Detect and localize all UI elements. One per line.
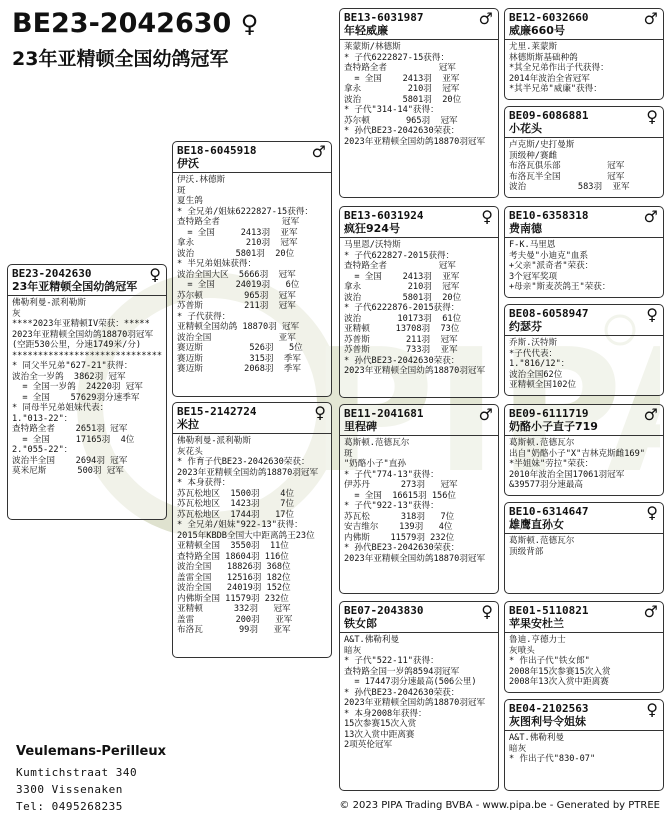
card-divider: [505, 137, 663, 138]
pedigree-line: *****************************: [12, 350, 163, 361]
pedigree-line: 亚精顿 332羽 冠军: [177, 604, 291, 614]
pedigree-line: 2项英伦冠军: [344, 740, 393, 750]
card-divider: [340, 39, 498, 40]
pedigree-line: 盖雷全国 12516羽 182位: [177, 572, 291, 583]
pedigree-line: 2023年亚精顿全国幼鸽18870羽冠军: [344, 136, 486, 147]
pedigree-line: 苏普斯 211羽 冠军: [177, 301, 296, 311]
pedigree-line: 尤里.莱蒙斯: [509, 42, 558, 52]
pedigree-line: = 全国 16615羽 156位: [344, 490, 456, 501]
male-icon: ♂: [311, 142, 326, 161]
ring-number: BE11-2041681: [344, 407, 424, 420]
pedigree-line: = 全国 24019羽 6位: [177, 280, 300, 290]
pedigree-line: *其半兄弟"威廉"获得：: [509, 84, 602, 94]
pedigree-line: 伊沃.林德斯: [177, 175, 226, 185]
pedigree-line: 夏生鸽: [177, 196, 203, 206]
pedigree-line: 2008年13次入赏中距离赛: [509, 677, 609, 687]
card-dds: [504, 601, 664, 693]
card-divider: [505, 533, 663, 534]
pedigree-line: 林德斯斯基础种鸽: [509, 52, 578, 63]
pedigree-line: 马里恩/沃特斯: [344, 240, 401, 250]
pedigree-line: 查特路全者 冠军: [344, 261, 456, 271]
pedigree-line: *子代代表：: [509, 348, 558, 359]
pedigree-line: * 子代"522-11"获得：: [344, 656, 439, 666]
pigeon-name: 苹果安杜兰: [509, 617, 564, 630]
card-sire-sire: [339, 8, 499, 198]
pedigree-line: 波治 583羽 亚军: [509, 182, 630, 192]
pedigree-line: 2014年波治全省冠军: [509, 73, 590, 84]
pedigree-line: &39577羽分速最高: [509, 480, 584, 490]
male-icon: ♂: [643, 207, 658, 226]
pedigree-line: 2023年亚精顿全国幼鸽18870羽冠军: [344, 698, 486, 708]
pedigree-line: = 全国 2413羽 亚军: [344, 73, 460, 84]
pedigree-line: 2015年KBDB全国大中距离鸽王23位: [177, 530, 315, 541]
pedigree-line: ****2023年亚精顿IV荣获：*****: [12, 319, 150, 329]
card-divider: [505, 632, 663, 633]
pedigree-line: 苏尔顿 965羽 冠军: [344, 115, 458, 126]
ring-number: BE09-6086881: [509, 109, 589, 122]
male-icon: ♂: [643, 405, 658, 424]
card-sds: [504, 206, 664, 298]
pedigree-line: 安吉维尔 139羽 4位: [344, 522, 453, 532]
pedigree-line: 波治全国 24019羽 152位: [177, 583, 291, 593]
ring-number: BE10-6358318: [509, 209, 589, 222]
pedigree-line: 伊苏丹 273羽 冠军: [344, 480, 458, 490]
pedigree-line: 葛斯顿.范德瓦尔: [509, 438, 575, 448]
pigeon-name: 年轻威廉: [344, 24, 388, 37]
pedigree-line: 查特路全者 冠军: [177, 217, 300, 227]
breeder-name: Veulemans-Perilleux: [16, 744, 166, 759]
pedigree-line: 波治全一岁鸽 3862羽 冠军: [12, 371, 126, 382]
pigeon-name: 伊沃: [177, 157, 199, 170]
pedigree-line: * 子代6222876-2015获得：: [344, 303, 460, 313]
pedigree-line: 拿永 210羽 冠军: [344, 84, 460, 94]
pedigree-line: 2010年波治全国17061羽冠军: [509, 469, 625, 480]
pedigree-line: *其全兄弟作出子代获得：: [509, 63, 609, 73]
pedigree-line: 13次入赏中距离赛: [344, 729, 415, 740]
pigeon-name: 雄鹰直孙女: [509, 518, 564, 531]
pedigree-line: 苏普斯 211羽 冠军: [344, 334, 458, 345]
card-sdd: [504, 304, 664, 396]
pedigree-line: = 全国 2413羽 亚军: [344, 271, 460, 282]
pedigree-line: 灰喷头: [509, 645, 535, 656]
pedigree-line: 查特路全国一岁鸽8594羽冠军: [344, 666, 460, 677]
ring-number: BE04-2102563: [509, 702, 589, 715]
pigeon-name: 威廉660号: [509, 24, 565, 37]
pedigree-line: 乔斯.沃特斯: [509, 338, 558, 348]
pedigree-line: 赛迈斯 315羽 季军: [177, 353, 301, 364]
pedigree-line: 2008年15次参赛15次入赏: [509, 666, 611, 677]
pedigree-line: 鲁迪.亨德力士: [509, 635, 566, 645]
pedigree-line: 暗灰: [509, 743, 527, 754]
pedigree-line: 苏瓦松地区 1744羽 17位: [177, 509, 295, 520]
pedigree-line: * 作育子代BE23-2042630荣获：: [177, 457, 310, 467]
pedigree-line: 顶级背部: [509, 546, 544, 557]
pedigree-line: 内佛斯 11579羽 232位: [344, 532, 455, 543]
pedigree-line: 波治 10173羽 61位: [344, 313, 462, 324]
pedigree-line: * 半兄弟姐妹获得：: [177, 259, 257, 269]
pigeon-name: 里程碑: [344, 420, 377, 433]
pedigree-line: 波治全国大区 5666羽 冠军: [177, 269, 296, 280]
pedigree-line: * 子代"314-14"获得：: [344, 105, 439, 115]
pedigree-line: 斑: [344, 448, 353, 459]
pedigree-line: 2023年亚精顿全国幼鸽18870羽冠军: [177, 467, 319, 478]
pigeon-name: 疯狂924号: [344, 222, 400, 235]
pedigree-line: 灰花头: [177, 446, 203, 457]
pedigree-line: 波治 5801羽 20位: [177, 248, 295, 259]
female-icon: ♀: [646, 107, 658, 126]
pedigree-line: 查特路全者 2651羽 冠军: [12, 424, 128, 434]
female-icon: ♀: [149, 265, 161, 284]
pedigree-line: 查特路全国 18604羽 116位: [177, 551, 289, 562]
pedigree-line: 葛斯顿.范德瓦尔: [344, 438, 410, 448]
male-icon: ♂: [643, 602, 658, 621]
ring-number: BE09-6111719: [509, 407, 589, 420]
pedigree-line: 波治全国 亚军: [177, 332, 296, 343]
card-sire: [172, 141, 332, 397]
pedigree-line: 莱蒙斯/林德斯: [344, 42, 401, 52]
female-icon: ♀: [646, 305, 658, 324]
pedigree-line: * 子代"774-13"获得：: [344, 469, 439, 480]
pedigree-line: (空距530公里，分速1749米/分): [12, 340, 142, 350]
pedigree-line: 苏尔顿 965羽 冠军: [177, 290, 296, 301]
pedigree-line: * 全兄弟/姐妹"922-13"获得：: [177, 520, 303, 530]
pedigree-line: "奶酪小子"直孙: [344, 459, 406, 469]
male-icon: ♂: [643, 9, 658, 28]
pigeon-name: 奶酪小子直子719: [509, 420, 598, 433]
card-divider: [505, 335, 663, 336]
card-divider: [505, 435, 663, 436]
pedigree-line: = 全国 57629羽分速季军: [12, 392, 140, 403]
female-icon: ♀: [646, 503, 658, 522]
card-sss: [504, 8, 664, 100]
pigeon-name: 小花头: [509, 122, 542, 135]
ring-number: BE18-6045918: [177, 144, 257, 157]
pedigree-line: 布洛瓦俱乐部 冠军: [509, 161, 625, 171]
breeder-address-city: 3300 Vissenaken: [16, 783, 123, 796]
pedigree-line: 2023年亚精顿全国幼鸽18870羽冠军: [12, 329, 154, 340]
pedigree-line: 佛勒利曼-派利勒斯: [12, 298, 86, 308]
pedigree-line: = 17447羽分速最高(506公里): [344, 677, 477, 687]
pedigree-line: 2."055-22"：: [12, 445, 73, 455]
ring-number: BE13-6031924: [344, 209, 424, 222]
pedigree-line: 葛斯顿.范德瓦尔: [509, 536, 575, 546]
pedigree-line: * 作出子代"830-07": [509, 754, 596, 764]
pedigree-line: * 子代622827-2015获得：: [344, 250, 455, 261]
card-ssd: [504, 106, 664, 198]
pedigree-line: 波治全国62位: [509, 369, 563, 380]
pedigree-line: 亚精顿全国幼鸽 18870羽 冠军: [177, 322, 300, 332]
card-sire-dam: [339, 206, 499, 398]
card-divider: [505, 237, 663, 238]
female-icon: ♀: [481, 602, 493, 621]
breeder-phone: Tel: 0495268235: [16, 800, 123, 813]
card-divider: [173, 172, 331, 173]
pedigree-line: * 子代获得：: [177, 311, 231, 322]
pedigree-line: 波治全国 18826羽 368位: [177, 562, 291, 572]
card-dam: [172, 402, 332, 658]
pedigree-line: 斑: [177, 185, 186, 196]
pedigree-line: 灰: [12, 308, 21, 319]
ring-number: BE01-5110821: [509, 604, 589, 617]
pedigree-line: * 同母半兄弟姐妹代表：: [12, 403, 109, 413]
pedigree-line: A&T.佛勒利曼: [509, 733, 565, 743]
pedigree-line: 布洛瓦 99羽 亚军: [177, 625, 291, 635]
pedigree-line: 亚精顿 13708羽 73位: [344, 324, 460, 334]
male-icon: ♂: [478, 9, 493, 28]
card-dam-sire: [339, 404, 499, 594]
pedigree-line: +母亲"斯麦茨鸽王"荣获：: [509, 282, 611, 292]
ring-number: BE23-2042630: [12, 267, 92, 280]
male-icon: ♂: [478, 405, 493, 424]
female-icon: ♀: [481, 207, 493, 226]
pedigree-line: 苏瓦松地区 1423羽 7位: [177, 499, 295, 509]
ring-number: BE15-2142724: [177, 405, 257, 418]
pedigree-subtitle: 23年亚精顿全国幼鸽冠军: [12, 48, 229, 70]
pedigree-line: * 子代"922-13"获得：: [344, 501, 439, 511]
pedigree-line: 1."013-22"：: [12, 413, 73, 424]
ring-number: BE12-6032660: [509, 11, 589, 24]
pedigree-line: 赛迈斯 526羽 5位: [177, 343, 303, 353]
female-icon: ♀: [314, 403, 326, 422]
female-icon: ♀: [646, 700, 658, 719]
pedigree-line: * 本身2008年获得：: [344, 708, 427, 719]
pedigree-line: * 孙代BE23-2042630荣获：: [344, 126, 460, 136]
pedigree-line: F-K.马里恩: [509, 240, 556, 250]
pedigree-line: +父亲"派奇者"荣获：: [509, 261, 594, 271]
pedigree-line: 亚精顿全国102位: [509, 380, 577, 390]
card-dss: [504, 404, 664, 496]
card-divider: [340, 632, 498, 633]
pedigree-line: 顶级种/赛雌: [509, 150, 558, 161]
pigeon-name: 铁女郎: [344, 617, 377, 630]
pedigree-line: 内佛斯全国 11579羽 232位: [177, 593, 289, 604]
pedigree-line: 佛勒利曼-派利勒斯: [177, 436, 251, 446]
card-divider: [340, 237, 498, 238]
pedigree-line: 出自"奶酪小子"X"吉林克斯雌169": [509, 448, 645, 459]
breeder-address-street: Kumtichstraat 340: [16, 766, 138, 779]
pedigree-line: * 子代6222827-15获得：: [344, 52, 450, 63]
pedigree-line: 暗灰: [344, 645, 362, 656]
card-subject: [7, 264, 167, 520]
pedigree-line: 2023年亚精顿全国幼鸽18870羽冠军: [344, 366, 486, 376]
pedigree-line: 苏普斯 733羽 亚军: [344, 345, 458, 355]
card-divider: [8, 295, 166, 296]
pedigree-line: 莫米尼斯 500羽 冠军: [12, 466, 124, 476]
pedigree-line: 拿永 210羽 冠军: [344, 282, 460, 292]
pedigree-line: 拿永 210羽 冠军: [177, 238, 298, 248]
pigeon-name: 费南德: [509, 222, 542, 235]
pedigree-line: 赛迈斯 2068羽 季军: [177, 364, 301, 374]
pedigree-line: 布洛瓦半全国 冠军: [509, 171, 625, 182]
female-icon: ♀: [240, 10, 259, 38]
pedigree-ring-number: BE23-2042630 ♀: [12, 8, 259, 39]
pedigree-line: 波治 5801羽 20位: [344, 292, 462, 303]
pedigree-line: A&T.佛勒利曼: [344, 635, 400, 645]
pedigree-line: 亚精顿全国 3550羽 11位: [177, 541, 289, 551]
pedigree-line: 盖雷 200羽 亚军: [177, 614, 293, 625]
pedigree-line: * 同父半兄弟"627-21"获得：: [12, 361, 133, 371]
pedigree-line: 15次参赛15次入赏: [344, 719, 417, 729]
card-divider: [340, 435, 498, 436]
ring-number: BE13-6031987: [344, 11, 424, 24]
card-divider: [505, 39, 663, 40]
pedigree-line: 波治 5801羽 20位: [344, 94, 462, 105]
pedigree-line: = 全国一岁鸽 24220羽 冠军: [12, 382, 143, 392]
pedigree-line: * 本身获得：: [177, 478, 231, 488]
card-ddd: [504, 699, 664, 791]
card-divider: [173, 433, 331, 434]
pedigree-line: * 孙代BE23-2042630荣获：: [344, 543, 460, 553]
copyright-notice: © 2023 PIPA Trading BVBA - www.pipa.be - Generated by PTREE: [339, 800, 660, 811]
pedigree-line: * 孙代BE23-2042630荣获：: [344, 355, 460, 366]
pigeon-name: 米拉: [177, 418, 199, 431]
pedigree-line: 考夫曼"小迪克"血系: [509, 250, 589, 261]
pedigree-line: * 作出子代"铁女郎": [509, 656, 590, 666]
pigeon-name: 灰图利号令姐妹: [509, 715, 586, 728]
card-divider: [505, 730, 663, 731]
pedigree-line: = 全国 2413羽 亚军: [177, 227, 298, 238]
card-dam-dam: [339, 601, 499, 791]
pigeon-name: 约瑟芬: [509, 320, 542, 333]
pedigree-line: 查特路全者 冠军: [344, 63, 456, 73]
pedigree-line: * 全兄弟/姐妹6222827-15获得：: [177, 206, 314, 217]
pedigree-line: 苏瓦松 318羽 7位: [344, 511, 455, 522]
pedigree-line: 1."816/12"：: [509, 359, 570, 369]
pedigree-line: 波治半全国 2694羽 冠军: [12, 455, 128, 466]
pedigree-line: 2023年亚精顿全国幼鸽18870羽冠军: [344, 553, 486, 564]
ring-number: BE08-6058947: [509, 307, 589, 320]
pedigree-line: * 孙代BE23-2042630荣获：: [344, 687, 460, 698]
pedigree-line: = 全国 17165羽 4位: [12, 434, 135, 445]
pigeon-name: 23年亚精顿全国幼鸽冠军: [12, 280, 138, 293]
pedigree-line: 3个冠军奖项: [509, 271, 558, 282]
pedigree-line: 卢克斯/史打曼斯: [509, 140, 575, 150]
ring-number: BE10-6314647: [509, 505, 589, 518]
ring-number: BE07-2043830: [344, 604, 424, 617]
pedigree-line: 苏瓦松地区 1500羽 4位: [177, 488, 295, 499]
card-dsd: [504, 502, 664, 594]
pedigree-line: *半姐妹"劳拉"荣获：: [509, 459, 594, 469]
